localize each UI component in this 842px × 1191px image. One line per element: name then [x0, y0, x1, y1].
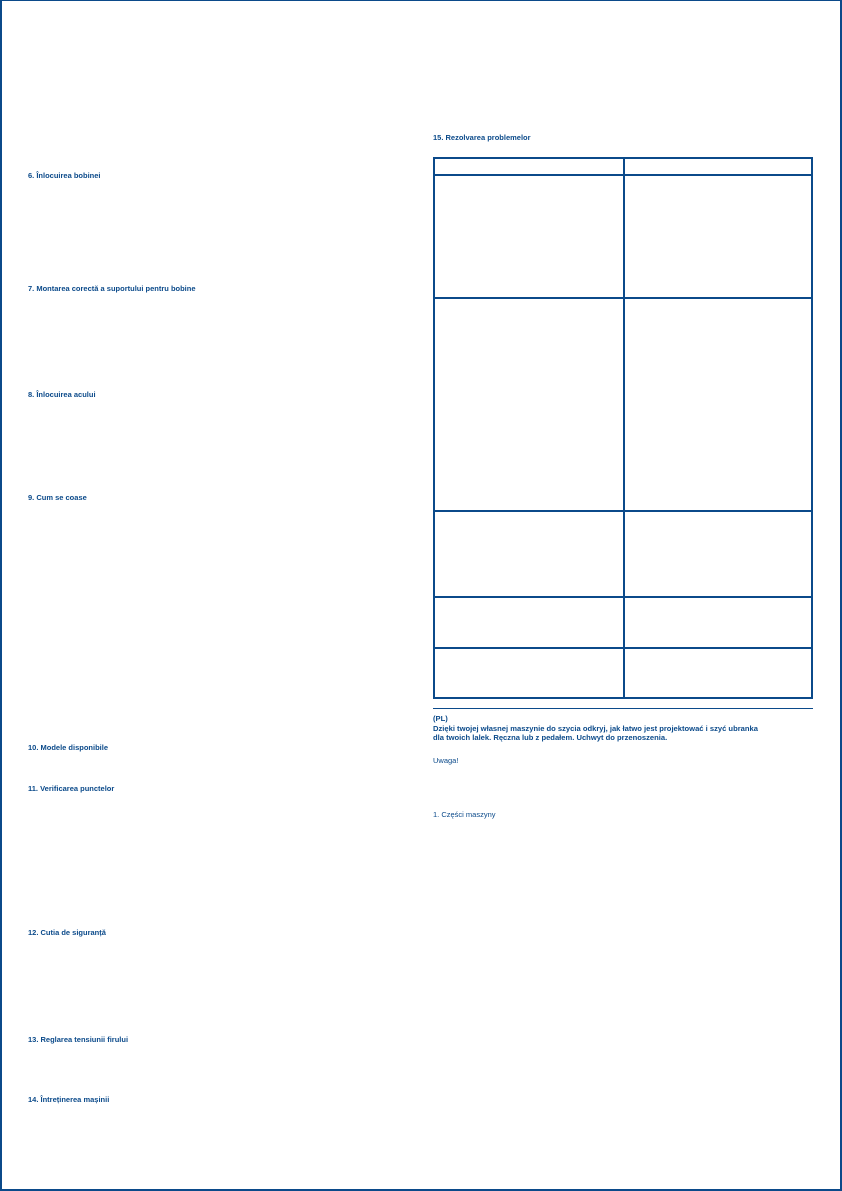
heading-how-to-sew: 9. Cum se coase — [28, 493, 87, 502]
heading-check-stitches: 11. Verificarea punctelor — [28, 784, 115, 793]
polish-intro — [433, 714, 815, 743]
table-row-divider — [435, 510, 811, 512]
heading-thread-tension: 13. Reglarea tensiunii firului — [28, 1035, 129, 1044]
heading-machine-maintenance: 14. Întreținerea mașinii — [28, 1095, 110, 1104]
table-row-divider — [435, 647, 811, 649]
intro-line-1: Dzięki twojej własnej maszynie do szycia odkryj, jak łatwo jest projektować i szyć ubranka — [433, 723, 758, 733]
table-row-divider — [435, 297, 811, 299]
intro-line-2: dla twoich lalek. Ręczna lub z pedałem. Uchwyt do przenoszenia. — [433, 733, 668, 742]
table-column-divider — [623, 159, 625, 697]
section-divider — [433, 708, 813, 709]
heading-available-models: 10. Modele disponibile — [28, 743, 109, 752]
heading-bobbin-replacement: 6. Înlocuirea bobinei — [28, 171, 101, 180]
heading-troubleshooting: 15. Rezolvarea problemelor — [433, 133, 531, 142]
language-tag: (PL) — [433, 714, 448, 723]
table-header-divider — [435, 174, 811, 176]
table-row-divider — [435, 596, 811, 598]
troubleshooting-table — [433, 157, 813, 699]
heading-bobbin-holder: 7. Montarea corectă a suportului pentru bobine — [28, 284, 196, 293]
heading-machine-parts: 1. Części maszyny — [433, 810, 496, 819]
warning-label: Uwaga! — [433, 756, 459, 765]
heading-needle-replacement: 8. Înlocuirea acului — [28, 390, 96, 399]
heading-safety-box: 12. Cutia de siguranță — [28, 928, 106, 937]
